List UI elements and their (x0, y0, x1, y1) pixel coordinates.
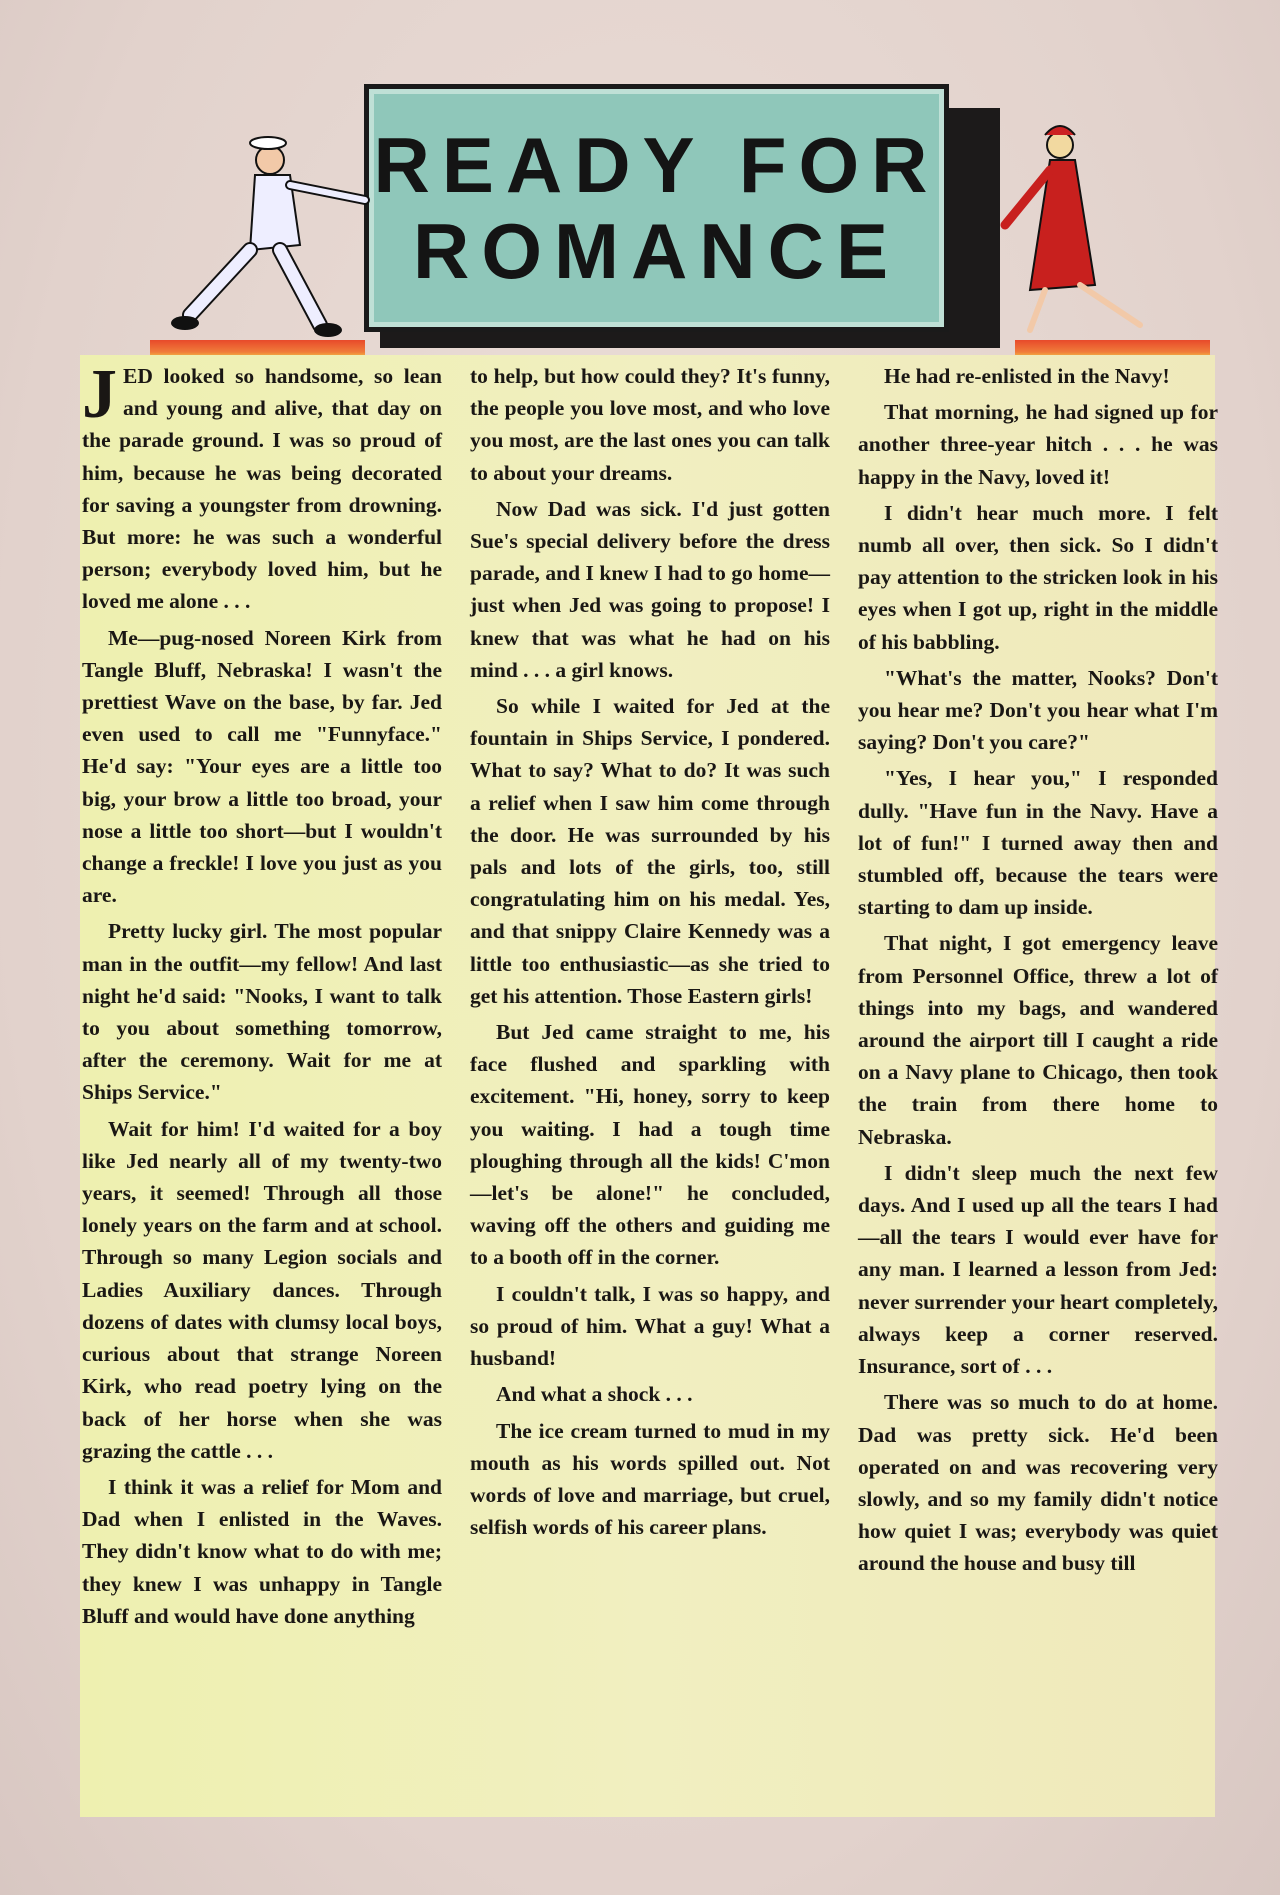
story-paragraph: He had re-enlisted in the Navy! (884, 364, 1170, 388)
story-column-3 (858, 360, 1218, 1584)
story-column-1 (82, 356, 442, 1636)
drop-cap: J (82, 356, 117, 433)
title-line-1: READY FOR (373, 121, 940, 209)
story-paragraph: I didn't hear much more. I felt numb all over, then sick. So I didn't pay attention to the stricken look in his eyes when I got up, right in the middle of his babbling. (858, 500, 1218, 654)
story-paragraph: But Jed came straight to me, his face flushed and sparkling with excitement. "Hi, honey, sorry to keep you waiting. I had a tough time ploughing through all the kids! C'mon—let's be alone!" he concluded, waving off the others and guiding me to a booth off in the corner. (470, 1020, 830, 1270)
story-paragraph: JED looked so handsome, so lean and young and alive, that day on the parade ground. I was so proud of him, because he was being decorated for saving a youngster from drowning. But more: he was such a wonderful person; everybody loved him, but he loved me alone . . . (82, 356, 442, 614)
story-paragraph: I couldn't talk, I was so happy, and so proud of him. What a guy! What a husband! (470, 1281, 830, 1371)
title-line-2: ROMANCE (413, 207, 900, 295)
story-paragraph: Wait for him! I'd waited for a boy like Jed nearly all of my twenty-two years, it seemed! Through all those lonely years on the farm and at school. Through so many Legion socials and Ladies Auxiliary dances. Through dozens of dates with clumsy local boys, curious about that strange Noreen Kirk, who read poetry lying on the back of her horse when she was grazing the cattle . . . (82, 1116, 442, 1463)
story-paragraph: "What's the matter, Nooks? Don't you hear me? Don't you hear what I'm saying? Don't you care?" (858, 665, 1218, 755)
title-banner (364, 84, 949, 332)
story-paragraph: I didn't sleep much the next few days. And I used up all the tears I had—all the tears I would ever have for any man. I learned a lesson from Jed: never surrender your heart completely, always keep a corner reserved. Insurance, sort of . . . (858, 1160, 1218, 1379)
story-paragraph: So while I waited for Jed at the fountain in Ships Service, I pondered. What to say? What to do? It was such a relief when I saw him come through the door. He was surrounded by his pals and lots of the girls, too, still congratulating him on his medal. Yes, and that snippy Claire Kennedy was a little too enthusiastic—as she tried to get his attention. Those Eastern girls! (470, 694, 830, 1008)
story-paragraph: Pretty lucky girl. The most popular man in the outfit—my fellow! And last night he'd said: "Nooks, I want to talk to you about something tomorrow, after the ceremony. Wait for me at Ships Service." (82, 919, 442, 1105)
story-paragraph: The ice cream turned to mud in my mouth as his words spilled out. Not words of love and marriage, but cruel, selfish words of his career plans. (470, 1418, 830, 1540)
story-paragraph: "Yes, I hear you," I responded dully. "Have fun in the Navy. Have a lot of fun!" I turned away then and stumbled off, because the tears were starting to dam up inside. (858, 766, 1218, 920)
story-paragraph: That morning, he had signed up for another three-year hitch . . . he was happy in the Navy, loved it! (858, 400, 1218, 489)
story-paragraph: I think it was a relief for Mom and Dad when I enlisted in the Waves. They didn't know what to do with me; they knew I was unhappy in Tangle Bluff and would have done anything (82, 1474, 442, 1628)
woman-illustration (990, 115, 1190, 350)
story-paragraph: That night, I got emergency leave from Personnel Office, threw a lot of things into my bags, and wandered around the airport till I caught a ride on a Navy plane to Chicago, then took the train from there home to Nebraska. (858, 931, 1218, 1149)
story-paragraph: There was so much to do at home. Dad was pretty sick. He'd been operated on and was recovering very slowly, and so my family didn't notice how quiet I was; everybody was quiet around the house and busy till (858, 1390, 1218, 1576)
sailor-illustration (150, 115, 390, 350)
story-paragraph: And what a shock . . . (496, 1382, 693, 1407)
story-paragraph: Now Dad was sick. I'd just gotten Sue's special delivery before the dress parade, and I knew I had to go home—just when Jed was going to propose! I knew that was what he had on his mind . . . a girl knows. (470, 496, 830, 682)
story-paragraph: to help, but how could they? It's funny, the people you love most, and who love you most, are the last ones you can talk to about your dreams. (470, 364, 830, 485)
story-paragraph: Me—pug-nosed Noreen Kirk from Tangle Bluff, Nebraska! I wasn't the prettiest Wave on the base, by far. Jed even used to call me "Funnyface." He'd say: "Your eyes are a little too big, your brow a little too broad, your nose a little too short—but I wouldn't change a freckle! I love you just as you are. (82, 625, 442, 908)
story-column-2 (470, 360, 830, 1547)
